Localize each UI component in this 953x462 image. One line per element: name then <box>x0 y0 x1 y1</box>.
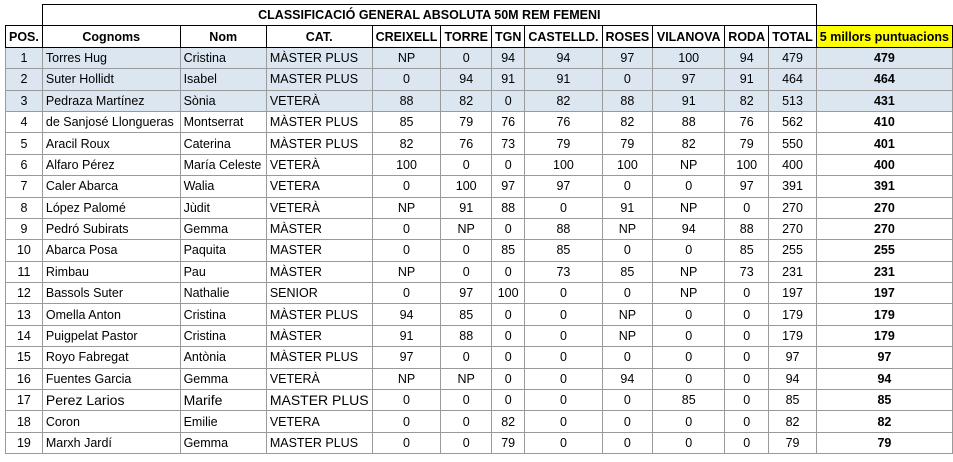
cell-tgn: 0 <box>491 304 524 325</box>
title-spacer <box>6 5 43 26</box>
cell-creixell: 0 <box>372 176 441 197</box>
cell-roda: 0 <box>725 432 769 453</box>
cell-best: 179 <box>816 304 952 325</box>
cell-cognoms: Pedraza Martínez <box>42 90 180 111</box>
table-row <box>6 432 953 453</box>
cell-torre: 0 <box>441 432 492 453</box>
cell-creixell: NP <box>372 261 441 282</box>
cell-total: 255 <box>769 240 817 261</box>
cell-roda: 79 <box>725 133 769 154</box>
cell-castelld: 79 <box>525 133 602 154</box>
cell-cognoms: Rimbau <box>42 261 180 282</box>
cell-vilanova: NP <box>653 197 725 218</box>
cell-creixell: 0 <box>372 240 441 261</box>
header-creixell: CREIXELL <box>372 26 441 47</box>
cell-cat: MASTER PLUS <box>266 390 372 411</box>
cell-tgn: 73 <box>491 133 524 154</box>
header-roda: RODA <box>725 26 769 47</box>
cell-castelld: 97 <box>525 176 602 197</box>
cell-cognoms: López Palomé <box>42 197 180 218</box>
cell-nom: Pau <box>180 261 266 282</box>
cell-roses: NP <box>602 325 653 346</box>
cell-nom: Cristina <box>180 325 266 346</box>
cell-roda: 0 <box>725 347 769 368</box>
cell-creixell: 94 <box>372 304 441 325</box>
cell-cat: VETERA <box>266 176 372 197</box>
cell-nom: Nathalie <box>180 283 266 304</box>
cell-pos: 12 <box>6 283 43 304</box>
cell-vilanova: 0 <box>653 411 725 432</box>
cell-tgn: 97 <box>491 176 524 197</box>
cell-creixell: 0 <box>372 69 441 90</box>
cell-cognoms: Puigpelat Pastor <box>42 325 180 346</box>
cell-best: 431 <box>816 90 952 111</box>
cell-roses: NP <box>602 304 653 325</box>
cell-torre: NP <box>441 218 492 239</box>
cell-cat: MÀSTER <box>266 261 372 282</box>
cell-pos: 1 <box>6 47 43 68</box>
cell-best: 410 <box>816 111 952 132</box>
cell-torre: 76 <box>441 133 492 154</box>
title-spacer-right <box>816 5 952 26</box>
cell-pos: 11 <box>6 261 43 282</box>
cell-total: 550 <box>769 133 817 154</box>
cell-castelld: 73 <box>525 261 602 282</box>
cell-vilanova: 0 <box>653 304 725 325</box>
cell-pos: 5 <box>6 133 43 154</box>
cell-creixell: 85 <box>372 111 441 132</box>
cell-cat: VETERÀ <box>266 154 372 175</box>
cell-cat: MÀSTER PLUS <box>266 133 372 154</box>
cell-castelld: 88 <box>525 218 602 239</box>
header-castelld: CASTELLD. <box>525 26 602 47</box>
cell-creixell: NP <box>372 197 441 218</box>
header-total: TOTAL <box>769 26 817 47</box>
cell-castelld: 0 <box>525 325 602 346</box>
cell-cat: VETERÀ <box>266 197 372 218</box>
cell-torre: 0 <box>441 261 492 282</box>
cell-cognoms: Pedró Subirats <box>42 218 180 239</box>
cell-torre: 85 <box>441 304 492 325</box>
cell-castelld: 0 <box>525 390 602 411</box>
cell-castelld: 76 <box>525 111 602 132</box>
cell-torre: 0 <box>441 47 492 68</box>
cell-roses: 94 <box>602 368 653 389</box>
table-row <box>6 90 953 111</box>
cell-roda: 100 <box>725 154 769 175</box>
cell-total: 562 <box>769 111 817 132</box>
cell-castelld: 82 <box>525 90 602 111</box>
cell-nom: Emilie <box>180 411 266 432</box>
cell-torre: 0 <box>441 390 492 411</box>
table-row <box>6 47 953 68</box>
cell-pos: 13 <box>6 304 43 325</box>
cell-castelld: 0 <box>525 347 602 368</box>
cell-pos: 3 <box>6 90 43 111</box>
cell-pos: 16 <box>6 368 43 389</box>
cell-creixell: 0 <box>372 218 441 239</box>
cell-vilanova: 0 <box>653 368 725 389</box>
cell-torre: 100 <box>441 176 492 197</box>
cell-vilanova: 0 <box>653 240 725 261</box>
cell-pos: 10 <box>6 240 43 261</box>
cell-cognoms: Alfaro Pérez <box>42 154 180 175</box>
cell-pos: 19 <box>6 432 43 453</box>
cell-total: 464 <box>769 69 817 90</box>
cell-castelld: 0 <box>525 432 602 453</box>
cell-nom: Caterina <box>180 133 266 154</box>
cell-torre: 0 <box>441 154 492 175</box>
cell-roda: 0 <box>725 197 769 218</box>
cell-roses: 0 <box>602 347 653 368</box>
cell-roda: 0 <box>725 325 769 346</box>
cell-total: 231 <box>769 261 817 282</box>
cell-nom: Gemma <box>180 368 266 389</box>
cell-vilanova: 0 <box>653 176 725 197</box>
cell-cat: MÀSTER PLUS <box>266 347 372 368</box>
cell-pos: 14 <box>6 325 43 346</box>
cell-roses: 0 <box>602 69 653 90</box>
cell-best: 270 <box>816 218 952 239</box>
cell-torre: 94 <box>441 69 492 90</box>
header-vilanova: VILANOVA <box>653 26 725 47</box>
cell-tgn: 0 <box>491 325 524 346</box>
cell-nom: Paquita <box>180 240 266 261</box>
cell-tgn: 94 <box>491 47 524 68</box>
cell-cognoms: Omella Anton <box>42 304 180 325</box>
cell-tgn: 0 <box>491 261 524 282</box>
cell-best: 82 <box>816 411 952 432</box>
cell-castelld: 100 <box>525 154 602 175</box>
cell-vilanova: 85 <box>653 390 725 411</box>
cell-tgn: 85 <box>491 240 524 261</box>
cell-nom: Cristina <box>180 47 266 68</box>
cell-tgn: 82 <box>491 411 524 432</box>
cell-vilanova: 94 <box>653 218 725 239</box>
cell-best: 270 <box>816 197 952 218</box>
table-row <box>6 176 953 197</box>
cell-cognoms: Fuentes Garcia <box>42 368 180 389</box>
cell-roda: 85 <box>725 240 769 261</box>
cell-total: 85 <box>769 390 817 411</box>
cell-roses: 79 <box>602 133 653 154</box>
table-row <box>6 240 953 261</box>
cell-cat: MASTER PLUS <box>266 69 372 90</box>
cell-roda: 91 <box>725 69 769 90</box>
cell-cognoms: Coron <box>42 411 180 432</box>
cell-nom: Isabel <box>180 69 266 90</box>
cell-nom: Cristina <box>180 304 266 325</box>
cell-total: 400 <box>769 154 817 175</box>
cell-tgn: 0 <box>491 368 524 389</box>
cell-creixell: NP <box>372 368 441 389</box>
cell-vilanova: 0 <box>653 325 725 346</box>
cell-pos: 8 <box>6 197 43 218</box>
cell-tgn: 0 <box>491 218 524 239</box>
cell-creixell: 97 <box>372 347 441 368</box>
cell-nom: Jùdit <box>180 197 266 218</box>
cell-creixell: NP <box>372 47 441 68</box>
cell-vilanova: 97 <box>653 69 725 90</box>
table-row <box>6 218 953 239</box>
cell-vilanova: 0 <box>653 432 725 453</box>
cell-nom: Gemma <box>180 218 266 239</box>
cell-total: 94 <box>769 368 817 389</box>
cell-pos: 2 <box>6 69 43 90</box>
cell-vilanova: NP <box>653 261 725 282</box>
cell-roses: 82 <box>602 111 653 132</box>
cell-creixell: 88 <box>372 90 441 111</box>
table-row <box>6 411 953 432</box>
cell-cat: VETERÀ <box>266 368 372 389</box>
cell-best: 97 <box>816 347 952 368</box>
cell-roda: 0 <box>725 283 769 304</box>
cell-roses: 100 <box>602 154 653 175</box>
cell-cat: MÀSTER PLUS <box>266 304 372 325</box>
cell-cognoms: Abarca Posa <box>42 240 180 261</box>
table-row <box>6 111 953 132</box>
cell-cognoms: Perez Larios <box>42 390 180 411</box>
cell-torre: 88 <box>441 325 492 346</box>
cell-total: 97 <box>769 347 817 368</box>
cell-best: 231 <box>816 261 952 282</box>
cell-pos: 18 <box>6 411 43 432</box>
cell-pos: 15 <box>6 347 43 368</box>
cell-roses: 97 <box>602 47 653 68</box>
cell-roda: 82 <box>725 90 769 111</box>
cell-roses: 0 <box>602 240 653 261</box>
cell-best: 401 <box>816 133 952 154</box>
cell-nom: Gemma <box>180 432 266 453</box>
cell-cat: MÀSTER <box>266 218 372 239</box>
cell-vilanova: NP <box>653 283 725 304</box>
cell-roda: 73 <box>725 261 769 282</box>
cell-tgn: 76 <box>491 111 524 132</box>
cell-vilanova: NP <box>653 154 725 175</box>
cell-total: 179 <box>769 325 817 346</box>
results-table <box>5 4 953 454</box>
cell-roda: 0 <box>725 390 769 411</box>
cell-nom: Montserrat <box>180 111 266 132</box>
cell-roses: 0 <box>602 411 653 432</box>
header-best: 5 millors puntuacions <box>816 26 952 47</box>
cell-castelld: 94 <box>525 47 602 68</box>
cell-total: 179 <box>769 304 817 325</box>
header-torre: TORRE <box>441 26 492 47</box>
cell-nom: Marife <box>180 390 266 411</box>
cell-nom: Antònia <box>180 347 266 368</box>
cell-creixell: 0 <box>372 390 441 411</box>
cell-nom: Sònia <box>180 90 266 111</box>
cell-vilanova: 100 <box>653 47 725 68</box>
cell-roses: 88 <box>602 90 653 111</box>
cell-roses: NP <box>602 218 653 239</box>
cell-best: 479 <box>816 47 952 68</box>
cell-pos: 7 <box>6 176 43 197</box>
cell-cat: SENIOR <box>266 283 372 304</box>
cell-best: 255 <box>816 240 952 261</box>
table-title: CLASSIFICACIÓ GENERAL ABSOLUTA 50M REM FEMENI <box>42 5 816 26</box>
cell-castelld: 0 <box>525 411 602 432</box>
header-cognoms: Cognoms <box>42 26 180 47</box>
cell-nom: María Celeste <box>180 154 266 175</box>
cell-roses: 0 <box>602 432 653 453</box>
table-row <box>6 261 953 282</box>
cell-best: 464 <box>816 69 952 90</box>
table-row <box>6 133 953 154</box>
title-row <box>6 5 953 26</box>
cell-best: 79 <box>816 432 952 453</box>
cell-torre: 0 <box>441 347 492 368</box>
cell-pos: 4 <box>6 111 43 132</box>
cell-roses: 0 <box>602 176 653 197</box>
cell-vilanova: 88 <box>653 111 725 132</box>
cell-cognoms: Torres Hug <box>42 47 180 68</box>
cell-pos: 17 <box>6 390 43 411</box>
cell-total: 391 <box>769 176 817 197</box>
cell-vilanova: 91 <box>653 90 725 111</box>
cell-total: 270 <box>769 218 817 239</box>
cell-cat: MÀSTER PLUS <box>266 47 372 68</box>
cell-cognoms: Bassols Suter <box>42 283 180 304</box>
cell-torre: 82 <box>441 90 492 111</box>
cell-castelld: 0 <box>525 304 602 325</box>
cell-cognoms: de Sanjosé Llongueras <box>42 111 180 132</box>
cell-creixell: 0 <box>372 411 441 432</box>
cell-roda: 0 <box>725 304 769 325</box>
cell-torre: 0 <box>441 411 492 432</box>
header-tgn: TGN <box>491 26 524 47</box>
cell-tgn: 91 <box>491 69 524 90</box>
cell-roses: 0 <box>602 283 653 304</box>
cell-roda: 76 <box>725 111 769 132</box>
cell-pos: 6 <box>6 154 43 175</box>
cell-castelld: 0 <box>525 197 602 218</box>
cell-cat: MASTER <box>266 240 372 261</box>
cell-cognoms: Suter Hollidt <box>42 69 180 90</box>
cell-best: 85 <box>816 390 952 411</box>
cell-vilanova: 0 <box>653 347 725 368</box>
classification-sheet <box>5 4 953 454</box>
header-nom: Nom <box>180 26 266 47</box>
header-pos: POS. <box>6 26 43 47</box>
cell-cognoms: Royo Fabregat <box>42 347 180 368</box>
cell-cognoms: Caler Abarca <box>42 176 180 197</box>
cell-cat: VETERÀ <box>266 90 372 111</box>
cell-torre: 97 <box>441 283 492 304</box>
cell-torre: 79 <box>441 111 492 132</box>
cell-nom: Walia <box>180 176 266 197</box>
cell-creixell: 0 <box>372 432 441 453</box>
table-row <box>6 154 953 175</box>
cell-tgn: 0 <box>491 347 524 368</box>
cell-roda: 88 <box>725 218 769 239</box>
cell-creixell: 91 <box>372 325 441 346</box>
cell-total: 79 <box>769 432 817 453</box>
cell-tgn: 0 <box>491 154 524 175</box>
cell-cat: VETERA <box>266 411 372 432</box>
cell-torre: 0 <box>441 240 492 261</box>
table-row <box>6 347 953 368</box>
table-row <box>6 368 953 389</box>
cell-tgn: 0 <box>491 90 524 111</box>
cell-creixell: 100 <box>372 154 441 175</box>
cell-best: 400 <box>816 154 952 175</box>
cell-torre: 91 <box>441 197 492 218</box>
cell-best: 197 <box>816 283 952 304</box>
cell-roda: 94 <box>725 47 769 68</box>
cell-vilanova: 82 <box>653 133 725 154</box>
cell-tgn: 88 <box>491 197 524 218</box>
cell-cognoms: Marxh Jardí <box>42 432 180 453</box>
cell-tgn: 79 <box>491 432 524 453</box>
table-row <box>6 304 953 325</box>
cell-best: 391 <box>816 176 952 197</box>
cell-torre: NP <box>441 368 492 389</box>
cell-total: 82 <box>769 411 817 432</box>
table-row <box>6 197 953 218</box>
cell-pos: 9 <box>6 218 43 239</box>
header-roses: ROSES <box>602 26 653 47</box>
cell-tgn: 100 <box>491 283 524 304</box>
cell-total: 197 <box>769 283 817 304</box>
cell-cat: MÀSTER <box>266 325 372 346</box>
cell-castelld: 91 <box>525 69 602 90</box>
cell-creixell: 0 <box>372 283 441 304</box>
cell-castelld: 0 <box>525 368 602 389</box>
cell-roda: 97 <box>725 176 769 197</box>
cell-best: 179 <box>816 325 952 346</box>
cell-total: 270 <box>769 197 817 218</box>
cell-roses: 0 <box>602 390 653 411</box>
table-row <box>6 283 953 304</box>
cell-roses: 91 <box>602 197 653 218</box>
cell-creixell: 82 <box>372 133 441 154</box>
cell-roda: 0 <box>725 368 769 389</box>
table-row <box>6 325 953 346</box>
table-row <box>6 69 953 90</box>
header-cat: CAT. <box>266 26 372 47</box>
cell-best: 94 <box>816 368 952 389</box>
header-row <box>6 26 953 47</box>
cell-roses: 85 <box>602 261 653 282</box>
table-row <box>6 390 953 411</box>
cell-castelld: 85 <box>525 240 602 261</box>
cell-total: 479 <box>769 47 817 68</box>
cell-castelld: 0 <box>525 283 602 304</box>
cell-total: 513 <box>769 90 817 111</box>
cell-roda: 0 <box>725 411 769 432</box>
cell-cat: MÀSTER PLUS <box>266 111 372 132</box>
cell-tgn: 0 <box>491 390 524 411</box>
cell-cat: MASTER PLUS <box>266 432 372 453</box>
cell-cognoms: Aracil Roux <box>42 133 180 154</box>
